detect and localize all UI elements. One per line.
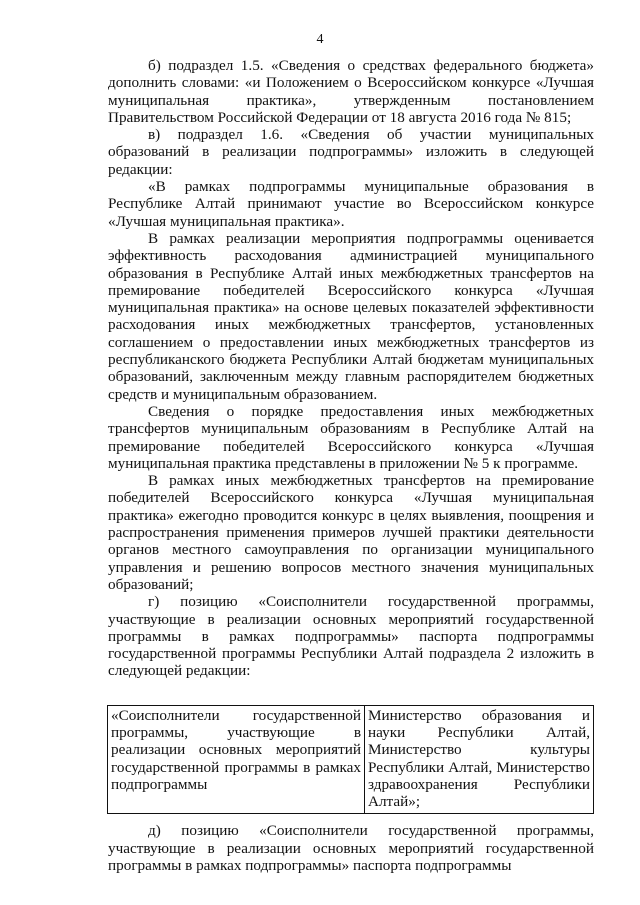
table-cell-label: «Соисполнители государственной программы, участвующие в реализации основных мероприятий государственной программы в рамках подпрограммы xyxy=(108,705,365,814)
paragraph: В рамках иных межбюджетных трансфертов на премирование победителей Всероссийского конкурса «Лучшая муниципальная практика» ежегодно проводится конкурс в целях выявления, поощрения и распространения применения примеров лучшей практики деятельности органов местного самоуправления по организации муниципального управления и решению вопросов местного значения муниципальных образований; xyxy=(108,472,594,593)
paragraph: «В рамках подпрограммы муниципальные образования в Республике Алтай принимают участие во Всероссийском конкурсе «Лучшая муниципальная практика». xyxy=(108,178,594,230)
paragraph: В рамках реализации мероприятия подпрограммы оценивается эффективность расходования администрацией муниципального образования в Республике Алтай иных межбюджетных трансфертов на премирование победителей Всероссийского конкурса «Лучшая муниципальная практика» на основе целевых показателей эффективности расходования иных межбюджетных трансфертов, установленных соглашением о предоставлении иных межбюджетных трансфертов из республиканского бюджета Республики Алтай бюджетам муниципальных образований, заключенным между главным распорядителем бюджетных средств и муниципальным образованием. xyxy=(108,229,594,403)
spacer xyxy=(108,814,594,822)
paragraph: б) подраздел 1.5. «Сведения о средствах федерального бюджета» дополнить словами: «и Положением о Всероссийском конкурсе «Лучшая муниципальная практика», утвержденным постановлением Правительством Российской Федерации от 18 августа 2016 года № 815; xyxy=(108,57,594,126)
document-body xyxy=(108,57,594,874)
table-row xyxy=(108,705,594,814)
page-number: 4 xyxy=(316,32,324,47)
paragraph: д) позицию «Соисполнители государственной программы, участвующие в реализации основных мероприятий государственной программы в рамках подпрограммы» паспорта подпрограммы xyxy=(108,822,594,875)
paragraph: в) подраздел 1.6. «Сведения об участии муниципальных образований в реализации подпрограммы» изложить в следующей редакции: xyxy=(108,126,594,178)
paragraph: г) позицию «Соисполнители государственной программы, участвующие в реализации основных мероприятий государственной программы в рамках подпрограммы» паспорта подпрограммы государственной программы Республики Алтай подраздела 2 изложить в следующей редакции: xyxy=(108,593,594,680)
table-cell-value: Министерство образования и науки Республики Алтай, Министерство культуры Республики Алтай, Министерство здравоохранения Республики Алтай»; xyxy=(365,705,594,814)
spacer xyxy=(108,680,594,705)
paragraph: Сведения о порядке предоставления иных межбюджетных трансфертов муниципальным образованиям в Республике Алтай на премирование победителей Всероссийского конкурса «Лучшая муниципальная практика представлены в приложении № 5 к программе. xyxy=(108,402,594,472)
co-executors-table xyxy=(107,705,594,815)
